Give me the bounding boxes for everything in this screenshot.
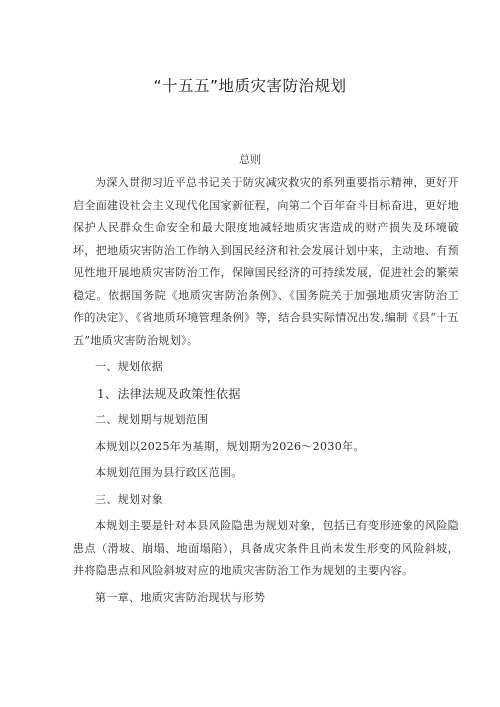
document-title: “十五五”地质灾害防治规划 [153, 77, 347, 95]
heading-planning-objects: 三、规划对象 [95, 492, 164, 506]
planning-scope-text: 本规划范围为县行政区范围。 [95, 466, 243, 479]
document-body [73, 172, 459, 613]
chapter-one-heading: 第一章、地质灾害防治现状与形势 [95, 590, 266, 604]
intro-paragraph: 为深入贯彻习近平总书记关于防灾减灾救灾的系列重要指示精神，更好开启全面建设社会主义现代化国家新征程，向第二个百年奋斗目标奋进，更好地保护人民群众生命安全和最大限度地减轻地质灾害造成的财产损失及环境破坏，把地质灾害防治工作纳入到国民经济和社会发展计划中来，主动地、有预见性地开展地质灾害防治工作，保障国民经济的可持续发展，促进社会的繁荣稳定。依据国务院《地质灾害防治条例》、《国务院关于加强地质灾害防治工作的决定》、《省地质环境管理条例》等，结合县实际情况出发,编制《县“十五五”地质灾害防治规划》。 [73, 176, 459, 347]
section-heading: 总则 [239, 153, 261, 166]
heading-planning-period-and-scope: 二、规划期与规划范围 [95, 413, 209, 426]
subheading-laws-and-policies: 1、法律法规及政策性依据 [97, 386, 241, 401]
planning-period-text: 本规划以2025年为基期，规划期为2026～2030年。 [95, 439, 365, 453]
heading-planning-basis: 一、规划依据 [95, 360, 164, 373]
planning-objects-paragraph: 本规划主要是针对本县风险隐患为规划对象，包括已有变形迹象的风险隐患点（滑坡、崩塌、地面塌陷），具备成灾条件且尚未发生形变的风险斜坡，并将隐患点和风险斜坡对应的地质灾害防治工作为规划的主要内容。 [73, 519, 459, 577]
